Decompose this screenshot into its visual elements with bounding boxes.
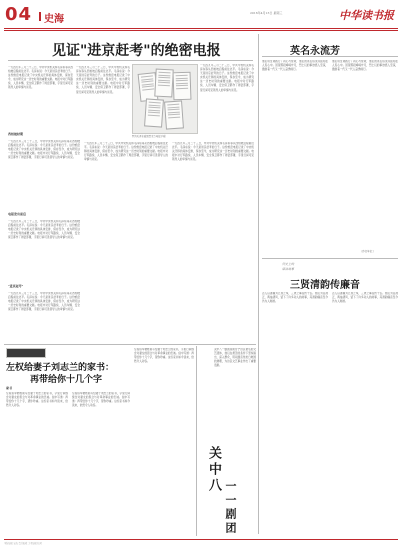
main-article-col-3: 一九四九年三月二十三日，中共中央机关和毛泽东等从西柏坡启程前往北平。毛泽东说：今天是进京赶考的日子。这份绝密电报记录了中央机关迁移的具体安排，保存至今，成为研究这一历史时刻的重要文献。电报中对行军路线、人员车辆、安全保卫都作了周密部署，字里行间可见领导人的审慎与远见。 xyxy=(200,64,254,92)
main-article-col-5: 一九四九年三月二十三日，中共中央机关和毛泽东等从西柏坡启程前往北平。毛泽东说：今天是进京赶考的日子。这份绝密电报记录了中央机关迁移的具体安排，保存至今，成为研究这一历史时刻的重要文献。电报中对行军路线、人员车辆、安全保卫都作了周密部署，字里行间可见领导人的审慎与远见。 xyxy=(8,220,80,240)
telegram-caption: 图为毛泽东致周恩来等电报手稿 xyxy=(132,135,166,138)
left-bottom-title-line-1: 左权给妻子刘志兰的家书： xyxy=(6,363,115,373)
header-rule-thin xyxy=(4,30,398,31)
column-divider-right xyxy=(258,34,259,534)
footer-rule xyxy=(4,539,398,540)
right-bottom-label-1: 历史上的 xyxy=(282,262,295,266)
header-rule xyxy=(4,28,398,29)
main-subhead-2: 电报发出前后 xyxy=(8,212,27,216)
main-article-col-4: 一九四九年三月二十三日，中共中央机关和毛泽东等从西柏坡启程前往北平。毛泽东说：今天是进京赶考的日子。这份绝密电报记录了中央机关迁移的具体安排，保存至今，成为研究这一历史时刻的重要文献。电报中对行军路线、人员车辆、安全保卫都作了周密部署，字里行间可见领导人的审慎与远见。 xyxy=(8,140,80,160)
left-bottom-kicker: 家书 xyxy=(6,386,13,390)
right-top-title-rule xyxy=(262,56,398,57)
main-article-title: 见证"进京赶考"的绝密电报 xyxy=(52,43,221,59)
telegram-photo xyxy=(132,64,198,134)
issue-info: 2016年4月13日 星期三 xyxy=(250,11,283,15)
right-bottom-title: 三贤清韵传廉音 xyxy=(290,280,360,291)
main-article-col-8: 一九四九年三月二十三日，中共中央机关和毛泽东等从西柏坡启程前往北平。毛泽东说：今天是进京赶考的日子。这份绝密电报记录了中央机关迁移的具体安排，保存至今，成为研究这一历史时刻的重要文献。电报中对行军路线、人员车辆、安全保卫都作了周密部署，字里行间可见领导人的审慎与远见。 xyxy=(172,142,254,162)
right-bottom-col-1: 古人以清廉为立身之本，三贤之事流传千古。他们为官清正，两袖清风，留下了许多动人的故事，其清韵廉音至今仍为人称道。 xyxy=(262,292,328,304)
left-bottom-col-2: 左权将军牺牲前写给妻子刘志兰的家书，字里行间饱含对妻女的思念与对革命事业的忠诚。信中写道：再带给你十几个字，望你珍重。这些家书如今读来，依然令人动容。 xyxy=(72,392,130,408)
page-number: 04 xyxy=(5,4,33,25)
center-bottom-col-1: 关中八一剧团是陕甘宁边区著名的文艺团体，他们在艰苦的条件下坚持演出，深入群众，用戏剧宣传抗日救国的道理，为边区文艺事业作出了重要贡献。 xyxy=(214,348,256,368)
center-vertical-title-1: 关中八 xyxy=(206,446,221,494)
right-section-divider xyxy=(262,258,398,259)
main-article-col-1: 一九四九年三月二十三日，中共中央机关和毛泽东等从西柏坡启程前往北平。毛泽东说：今天是进京赶考的日子。这份绝密电报记录了中央机关迁移的具体安排，保存至今，成为研究这一历史时刻的重要文献。电报中对行军路线、人员车辆、安全保卫都作了周密部署，字里行间可见领导人的审慎与远见。 xyxy=(8,66,73,90)
right-bottom-col-2: 古人以清廉为立身之本，三贤之事流传千古。他们为官清正，两袖清风，留下了许多动人的故事，其清韵廉音至今仍为人称道。 xyxy=(332,292,398,304)
main-subhead-1: 西柏坡时期 xyxy=(8,132,24,136)
center-vertical-title-2: 一一剧团 xyxy=(224,480,237,536)
right-top-col-1: 他们用生命践行了初心与使命，他们的英名将永远铭刻在人民心中。回望那段峥嵘岁月，烈士们的事迹感人至深，激励着一代又一代人奋勇前行。 xyxy=(262,60,328,72)
main-article-col-7: 一九四九年三月二十三日，中共中央机关和毛泽东等从西柏坡启程前往北平。毛泽东说：今天是进京赶考的日子。这份绝密电报记录了中央机关迁移的具体安排，保存至今，成为研究这一历史时刻的重要文献。电报中对行军路线、人员车辆、安全保卫都作了周密部署，字里行间可见领导人的审慎与远见。 xyxy=(84,142,168,162)
section-label: 史海 xyxy=(44,10,64,25)
right-top-col-2: 他们用生命践行了初心与使命，他们的英名将永远铭刻在人民心中。回望那段峥嵘岁月，烈士们的事迹感人至深，激励着一代又一代人奋勇前行。 xyxy=(332,60,398,72)
right-bottom-label-2: 廉洁故事 xyxy=(282,267,295,271)
center-divider xyxy=(196,346,197,536)
left-bottom-col-1: 左权将军牺牲前写给妻子刘志兰的家书，字里行间饱含对妻女的思念与对革命事业的忠诚。信中写道：再带给你十几个字，望你珍重。这些家书如今读来，依然令人动容。 xyxy=(6,392,68,408)
main-subhead-3: "进京赶考" xyxy=(8,284,24,288)
right-top-title: 英名永流芳 xyxy=(290,46,340,57)
masthead-logo: 中华读书报 xyxy=(339,9,394,22)
main-title-rule xyxy=(8,60,253,61)
left-bottom-title-line-2: 再带给你十几个字 xyxy=(30,375,103,385)
left-bottom-col-3: 左权将军牺牲前写给妻子刘志兰的家书，字里行间饱含对妻女的思念与对革命事业的忠诚。信中写道：再带给你十几个字，望你珍重。这些家书如今读来，依然令人动容。 xyxy=(134,348,194,364)
letter-thumbnail xyxy=(6,348,46,358)
bottom-section-divider xyxy=(4,344,256,345)
main-article-col-6: 一九四九年三月二十三日，中共中央机关和毛泽东等从西柏坡启程前往北平。毛泽东说：今天是进京赶考的日子。这份绝密电报记录了中央机关迁移的具体安排，保存至今，成为研究这一历史时刻的重要文献。电报中对行军路线、人员车辆、安全保卫都作了周密部署，字里行间可见领导人的审慎与远见。 xyxy=(8,292,80,312)
right-top-credit: （作者单位：） xyxy=(360,250,376,253)
main-article-col-2: 一九四九年三月二十三日，中共中央机关和毛泽东等从西柏坡启程前往北平。毛泽东说：今天是进京赶考的日子。这份绝密电报记录了中央机关迁移的具体安排，保存至今，成为研究这一历史时刻的重要文献。电报中对行军路线、人员车辆、安全保卫都作了周密部署，字里行间可见领导人的审慎与远见。 xyxy=(76,66,130,94)
footer-text: 本版编辑 史海 责任编辑 美术编辑 校对 xyxy=(4,542,42,545)
